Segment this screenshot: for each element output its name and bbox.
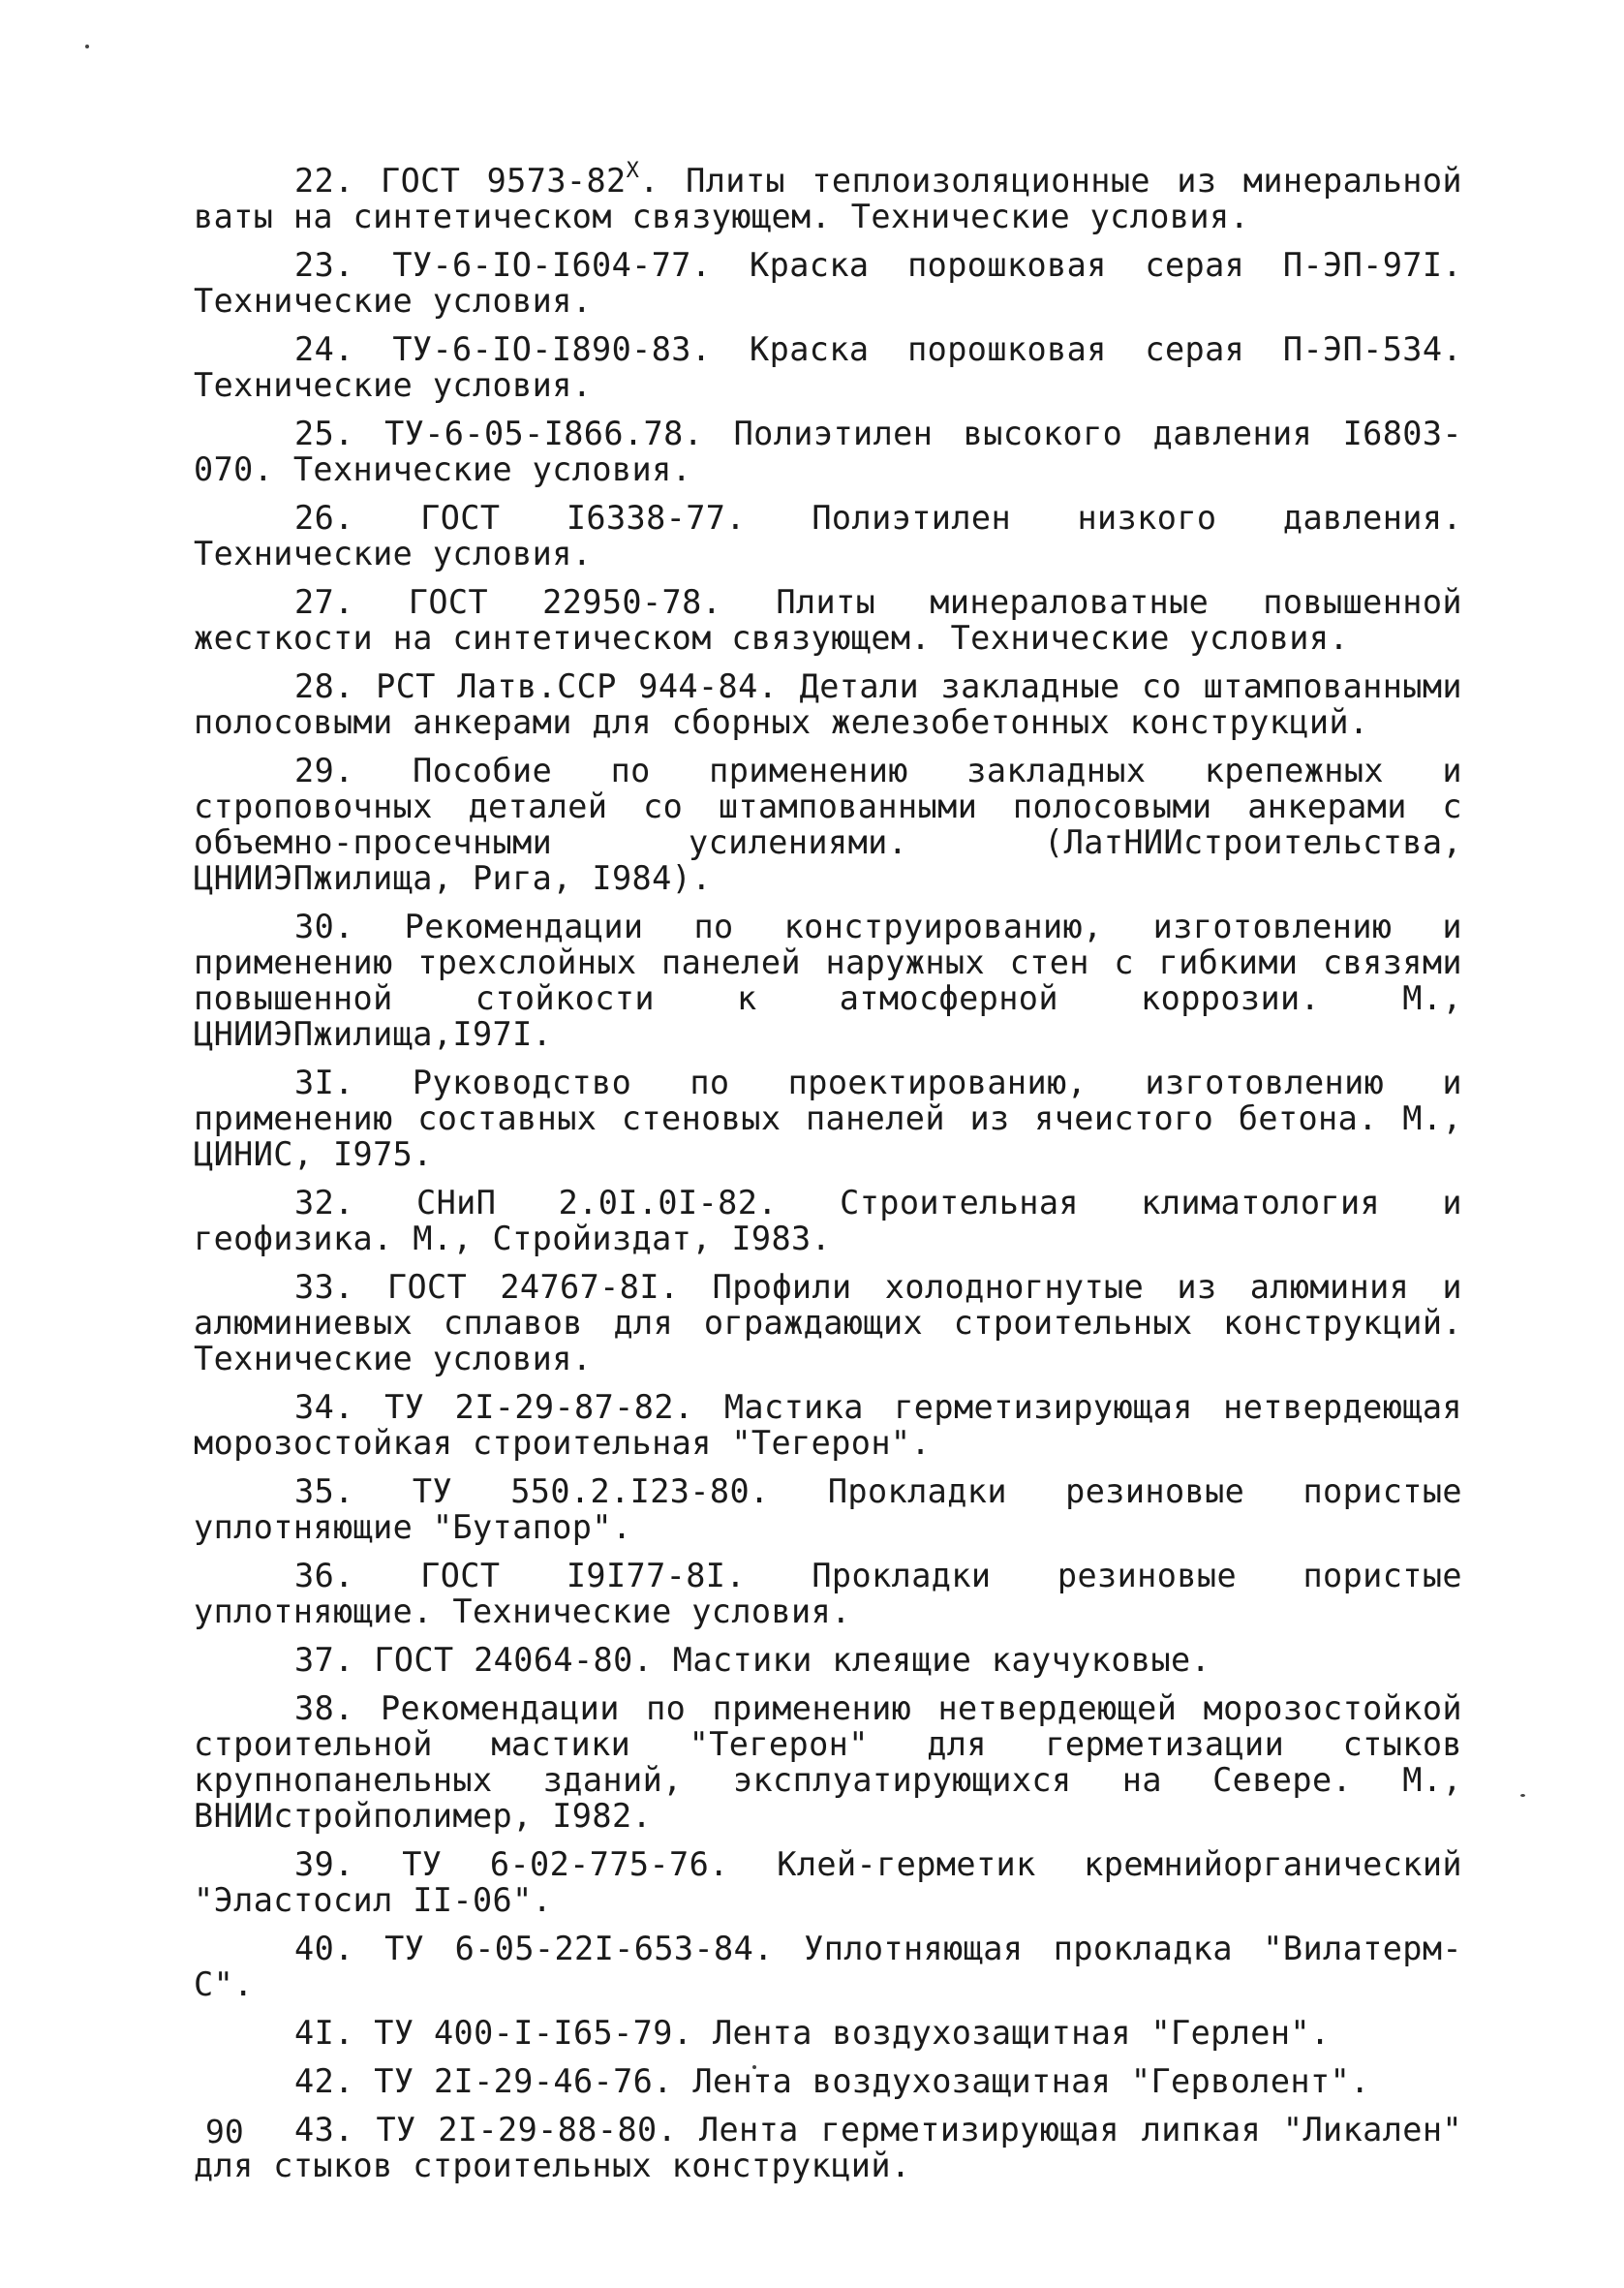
reference-entry-24: 24. ТУ-6-IO-I890-83. Краска порошковая серая П-ЭП-534. Технические условия. [194, 330, 1462, 404]
reference-entry-38: 38. Рекомендации по применению нетвердеющей морозостойкой строительной мастики "Тегерон" для герметизации стыков крупнопанельных зданий, эксплуатирующихся на Севере. М., ВНИИстройполимер, I982. [194, 1689, 1462, 1835]
reference-entry-22-superscript: Х [626, 159, 640, 183]
page-number: 90 [205, 2113, 244, 2150]
reference-entry-39: 39. ТУ 6-02-775-76. Клей-герметик кремнийорганический "Эластосил II-06". [194, 1845, 1462, 1919]
reference-entry-22-main: 22. ГОСТ 9573-82 [294, 162, 627, 200]
scan-speck [1520, 1794, 1525, 1797]
reference-entry-29: 29. Пособие по применению закладных крепежных и строповочных деталей со штампованными полосовыми анкерами с объемно-просечными усилениями. (ЛатНИИстроительства, ЦНИИЭПжилища, Рига, I984). [194, 752, 1462, 897]
reference-entry-35: 35. ТУ 550.2.I23-80. Прокладки резиновые пористые уплотняющие "Бутапор". [194, 1472, 1462, 1546]
reference-entry-41: 4I. ТУ 400-I-I65-79. Лента воздухозащитная "Герлен". [294, 2014, 1331, 2052]
reference-entry-37: 37. ГОСТ 24064-80. Мастики клеящие каучуковые. [294, 1641, 1211, 1679]
reference-entry-28: 28. РСТ Латв.ССР 944-84. Детали закладные со штампованными полосовыми анкерами для сборных железобетонных конструкций. [194, 667, 1462, 741]
reference-entry-43: 43. ТУ 2I-29-88-80. Лента герметизирующая липкая "Ликален" для стыков строительных конструкций. [194, 2111, 1462, 2184]
reference-entry-23: 23. ТУ-6-IO-I604-77. Краска порошковая серая П-ЭП-97I. Технические условия. [194, 246, 1462, 320]
scan-speck [85, 45, 89, 48]
reference-entry-31: 3I. Руководство по проектированию, изготовлению и применению составных стеновых панелей из ячеистого бетона. М., ЦИНИС, I975. [194, 1064, 1462, 1173]
reference-entry-33: 33. ГОСТ 24767-8I. Профили холодногнутые из алюминия и алюминиевых сплавов для ограждающих строительных конструкций. Технические условия. [194, 1268, 1462, 1377]
reference-entry-30: 30. Рекомендации по конструированию, изготовлению и применению трехслойных панелей наружных стен с гибкими связями повышенной стойкости к атмосферной коррозии. М., ЦНИИЭПжилища,I97I. [194, 908, 1462, 1053]
reference-entry-32: 32. СНиП 2.0I.0I-82. Строительная климатология и геофизика. М., Стройиздат, I983. [194, 1184, 1462, 1257]
reference-entry-40: 40. ТУ 6-05-22I-653-84. Уплотняющая прокладка "Вилатерм-С". [194, 1930, 1462, 2003]
reference-entry-36: 36. ГОСТ I9I77-8I. Прокладки резиновые пористые уплотняющие. Технические условия. [194, 1557, 1462, 1630]
reference-entry-22-rest: . Плиты теплоизоляционные из минеральной ваты на синтетическом связующем. Технические условия. [194, 162, 1463, 235]
reference-entry-22 [194, 159, 1463, 235]
reference-entry-42: 42. ТУ 2I-29-46-76. Лента воздухозащитная "Герволент". [294, 2062, 1370, 2100]
reference-entry-27: 27. ГОСТ 22950-78. Плиты минераловатные повышенной жесткости на синтетическом связующем. Технические условия. [194, 583, 1462, 657]
reference-entry-25: 25. ТУ-6-05-I866.78. Полиэтилен высокого давления I6803-070. Технические условия. [194, 415, 1462, 488]
reference-entry-34: 34. ТУ 2I-29-87-82. Мастика герметизирующая нетвердеющая морозостойкая строительная "Тегерон". [194, 1388, 1462, 1462]
reference-list [194, 159, 1463, 2196]
reference-entry-26: 26. ГОСТ I6338-77. Полиэтилен низкого давления. Технические условия. [194, 499, 1462, 572]
